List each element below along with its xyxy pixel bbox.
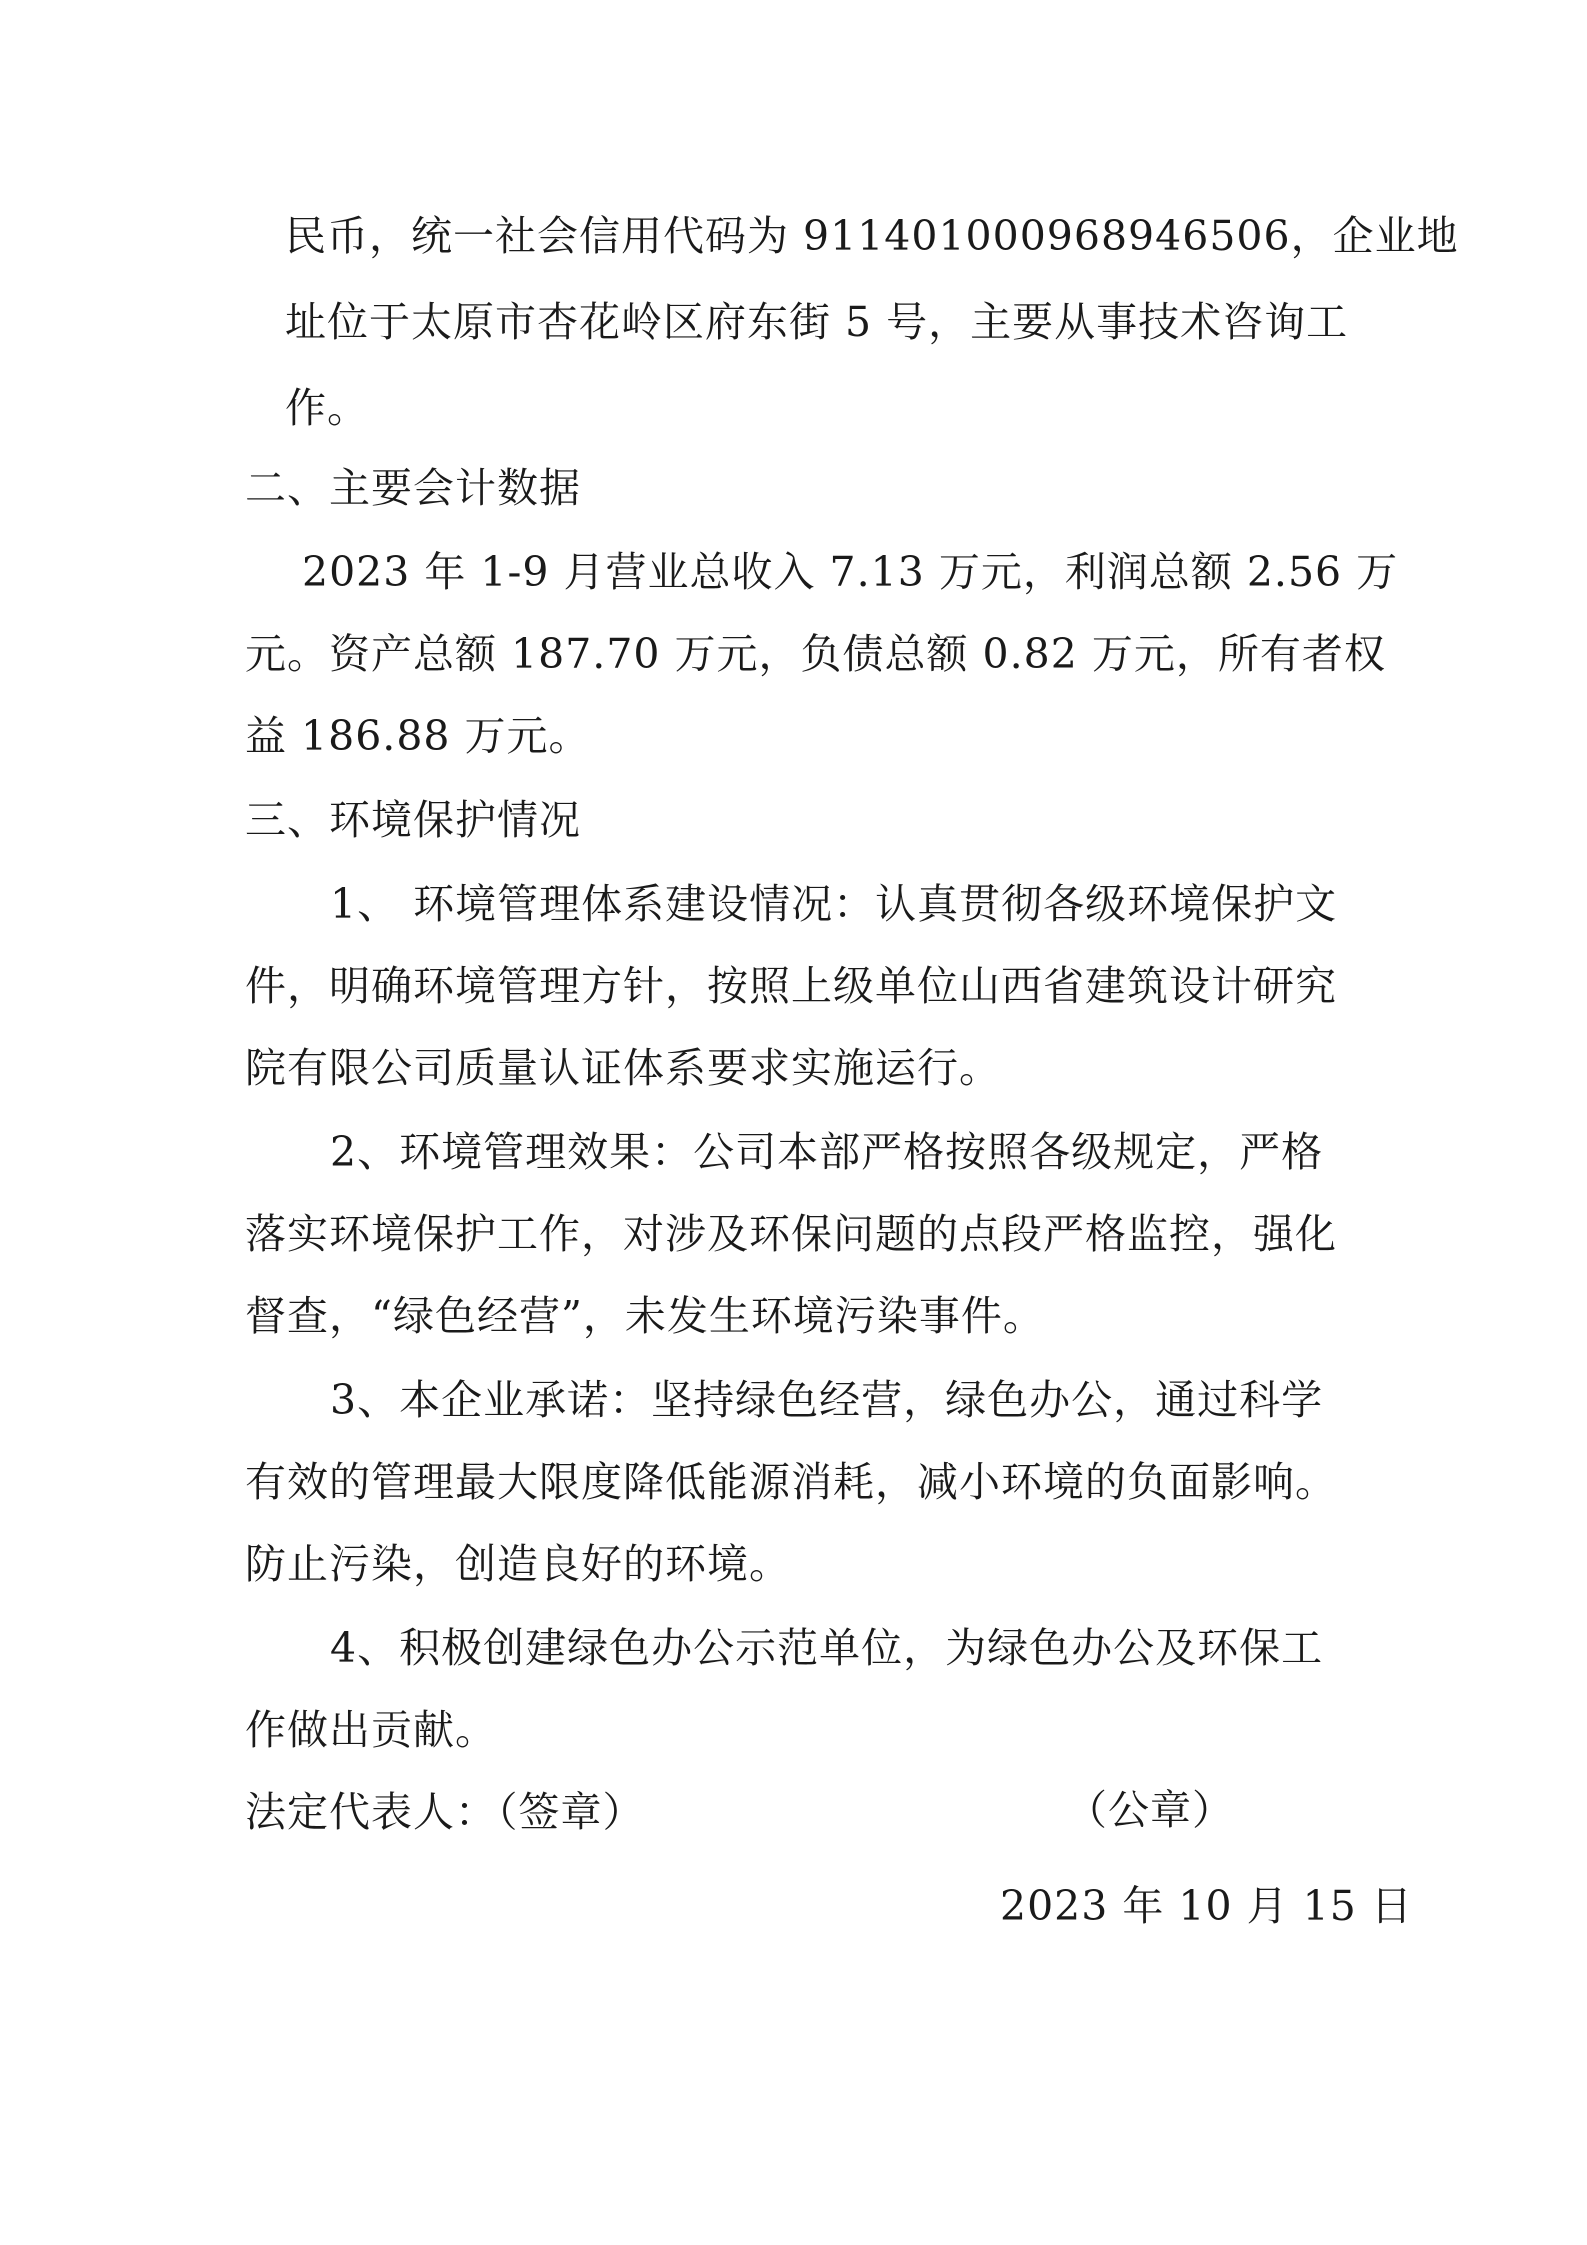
item-1-line-1: 1、 环境管理体系建设情况：认真贯彻各级环境保护文 xyxy=(330,880,1338,928)
item-4-line-2: 作做出贡献。 xyxy=(245,1706,497,1754)
document-date: 2023 年 10 月 15 日 xyxy=(1000,1882,1413,1930)
section-3-heading: 三、环境保护情况 xyxy=(245,796,581,844)
company-seal-label: （公章） xyxy=(1066,1786,1234,1834)
item-3-line-3: 防止污染，创造良好的环境。 xyxy=(245,1540,791,1588)
legal-representative-signature-label: 法定代表人：（签章） xyxy=(245,1788,645,1836)
item-2-line-1: 2、环境管理效果：公司本部严格按照各级规定，严格 xyxy=(330,1128,1324,1176)
section-2-line-3: 益 186.88 万元。 xyxy=(245,712,591,760)
item-1-line-2: 件，明确环境管理方针，按照上级单位山西省建筑设计研究 xyxy=(245,962,1337,1010)
section-2-heading: 二、主要会计数据 xyxy=(245,464,581,512)
intro-line-3: 作。 xyxy=(285,384,369,432)
item-2-line-3: 督查，“绿色经营”，未发生环境污染事件。 xyxy=(245,1292,1045,1340)
section-2-line-2: 元。资产总额 187.70 万元，负债总额 0.82 万元，所有者权 xyxy=(245,630,1386,678)
intro-line-1: 民币，统一社会信用代码为 911401000968946506，企业地 xyxy=(285,212,1459,260)
section-2-line-1: 2023 年 1-9 月营业总收入 7.13 万元，利润总额 2.56 万 xyxy=(302,548,1399,596)
item-2-line-2: 落实环境保护工作，对涉及环保问题的点段严格监控，强化 xyxy=(245,1210,1337,1258)
item-3-line-2: 有效的管理最大限度降低能源消耗，减小环境的负面影响。 xyxy=(245,1458,1337,1506)
item-1-line-3: 院有限公司质量认证体系要求实施运行。 xyxy=(245,1044,1001,1092)
intro-line-2: 址位于太原市杏花岭区府东街 5 号，主要从事技术咨询工 xyxy=(285,298,1349,346)
item-3-line-1: 3、本企业承诺：坚持绿色经营，绿色办公，通过科学 xyxy=(330,1376,1324,1424)
item-4-line-1: 4、积极创建绿色办公示范单位，为绿色办公及环保工 xyxy=(330,1624,1324,1672)
